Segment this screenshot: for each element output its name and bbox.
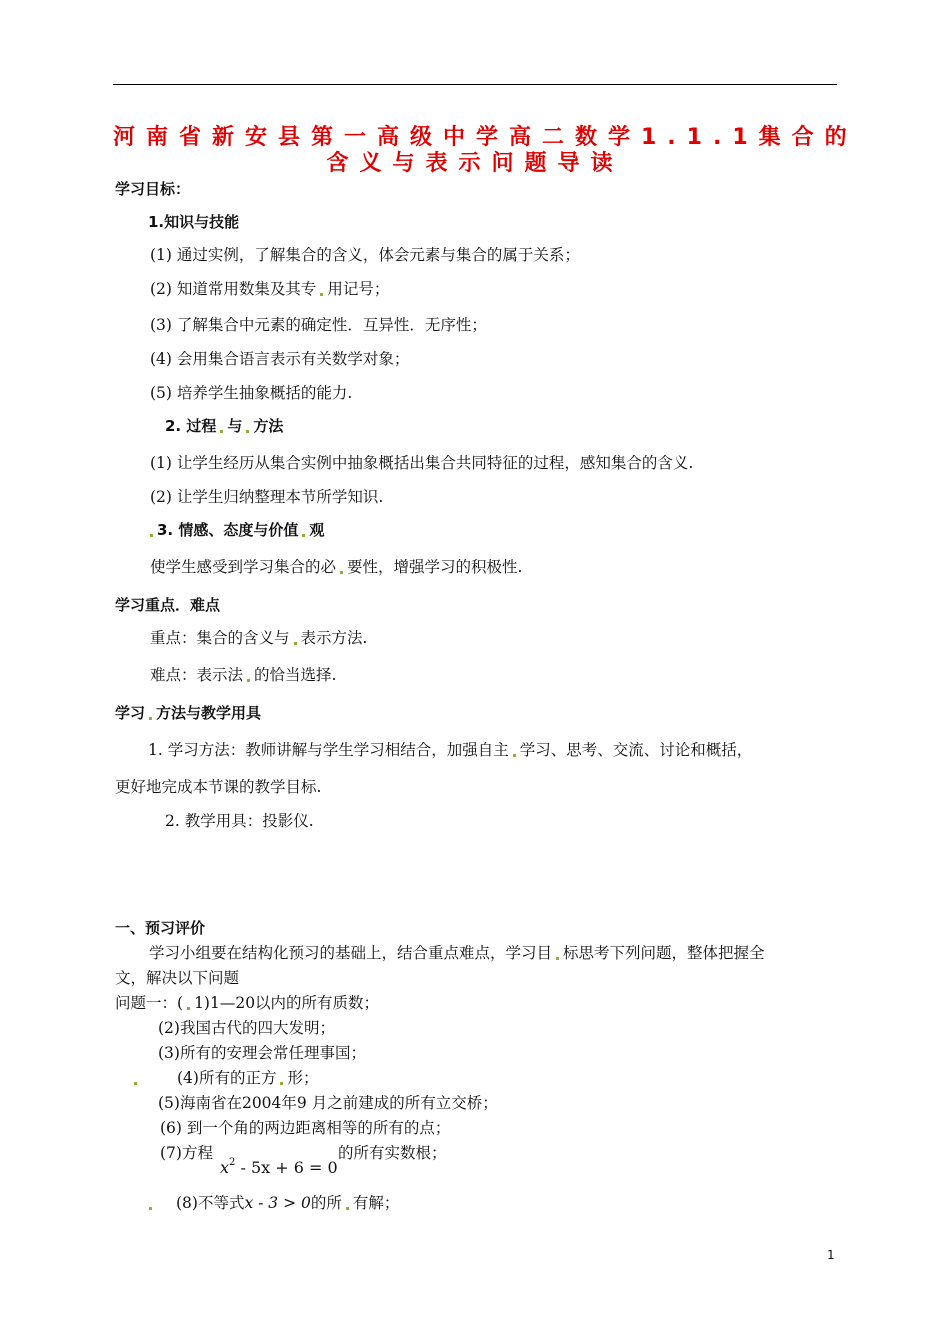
- stray-dot: [320, 293, 323, 296]
- stray-dot: [302, 534, 305, 537]
- section-3-heading: 3. 情感、态度与价值 观: [146, 520, 324, 540]
- stray-dot: [294, 642, 297, 645]
- document-title-line-1: 河南省新安县第一高级中学高二数学1.1.1集合的: [113, 125, 858, 150]
- stray-dot: [340, 571, 343, 574]
- preview-intro-continued: 文，解决以下问题: [115, 969, 240, 987]
- question-1: 问题一：( 1)1—20以内的所有质数；: [115, 994, 380, 1012]
- attitude-text: 使学生感受到学习集合的必 要性，增强学习的积极性.: [150, 558, 523, 576]
- quadratic-equation: $x^2 - 5x + 6 = 0$: [220, 1157, 338, 1177]
- objective-item: (3) 了解集合中元素的确定性．互异性．无序性；: [150, 316, 487, 334]
- document-title-line-2: 含义与表示问题导读: [326, 151, 624, 176]
- objective-item: (1) 通过实例，了解集合的含义，体会元素与集合的属于关系；: [150, 246, 580, 264]
- question-item: (7)方程: [160, 1144, 213, 1162]
- page-number: 1: [827, 1248, 835, 1262]
- methods-heading: 学习 方法与教学用具: [115, 704, 262, 722]
- objective-item: (5) 培养学生抽象概括的能力.: [150, 384, 353, 402]
- objective-item: (4) 会用集合语言表示有关数学对象；: [150, 350, 410, 368]
- stray-dot: [513, 754, 516, 757]
- section-1-heading: 1.知识与技能: [148, 213, 240, 231]
- stray-dot: [246, 430, 249, 433]
- question-item: (4)所有的正方 形；: [130, 1068, 318, 1088]
- stray-dot: [150, 534, 153, 537]
- stray-dot: [346, 1207, 349, 1210]
- stray-dot: [149, 717, 152, 720]
- header-rule: [113, 84, 837, 85]
- stray-dot: [280, 1082, 283, 1085]
- question-item: (6) 到一个角的两边距离相等的所有的点；: [160, 1119, 451, 1137]
- process-item: (2) 让学生归纳整理本节所学知识.: [150, 488, 384, 506]
- question-item: (8)不等式x - 3 > 0的所 有解；: [145, 1193, 399, 1213]
- objectives-heading: 学习目标：: [115, 180, 191, 198]
- method-item-1-continued: 更好地完成本节课的教学目标.: [115, 778, 322, 796]
- preview-intro: 学习小组要在结构化预习的基础上，结合重点难点，学习目 标思考下列问题，整体把握全: [149, 944, 765, 962]
- stray-dot: [134, 1082, 137, 1085]
- question-item: (2)我国古代的四大发明；: [158, 1019, 335, 1037]
- question-item: (5)海南省在2004年9 月之前建成的所有立交桥；: [158, 1094, 498, 1112]
- method-item-2: 2. 教学用具：投影仪.: [165, 812, 314, 830]
- method-item-1: 1. 学习方法：教师讲解与学生学习相结合，加强自主 学习、思考、交流、讨论和概括，: [148, 741, 753, 759]
- question-item: (3)所有的安理会常任理事国；: [158, 1044, 366, 1062]
- stray-dot: [220, 430, 223, 433]
- difficult-point: 难点：表示法 的恰当选择.: [150, 666, 337, 684]
- stray-dot: [556, 957, 559, 960]
- preview-heading: 一、预习评价: [115, 919, 206, 937]
- key-point: 重点：集合的含义与 表示方法.: [150, 629, 368, 647]
- stray-dot: [187, 1007, 190, 1010]
- stray-dot: [247, 679, 250, 682]
- stray-dot: [149, 1207, 152, 1210]
- keypoints-heading: 学习重点．难点: [115, 596, 221, 614]
- section-2-heading: 2. 过程 与 方法: [165, 417, 284, 435]
- objective-item: (2) 知道常用数集及其专 用记号；: [150, 280, 390, 298]
- question-item: 的所有实数根；: [338, 1144, 447, 1162]
- inequality: x - 3 > 0: [244, 1194, 311, 1212]
- process-item: (1) 让学生经历从集合实例中抽象概括出集合共同特征的过程，感知集合的含义.: [150, 454, 694, 472]
